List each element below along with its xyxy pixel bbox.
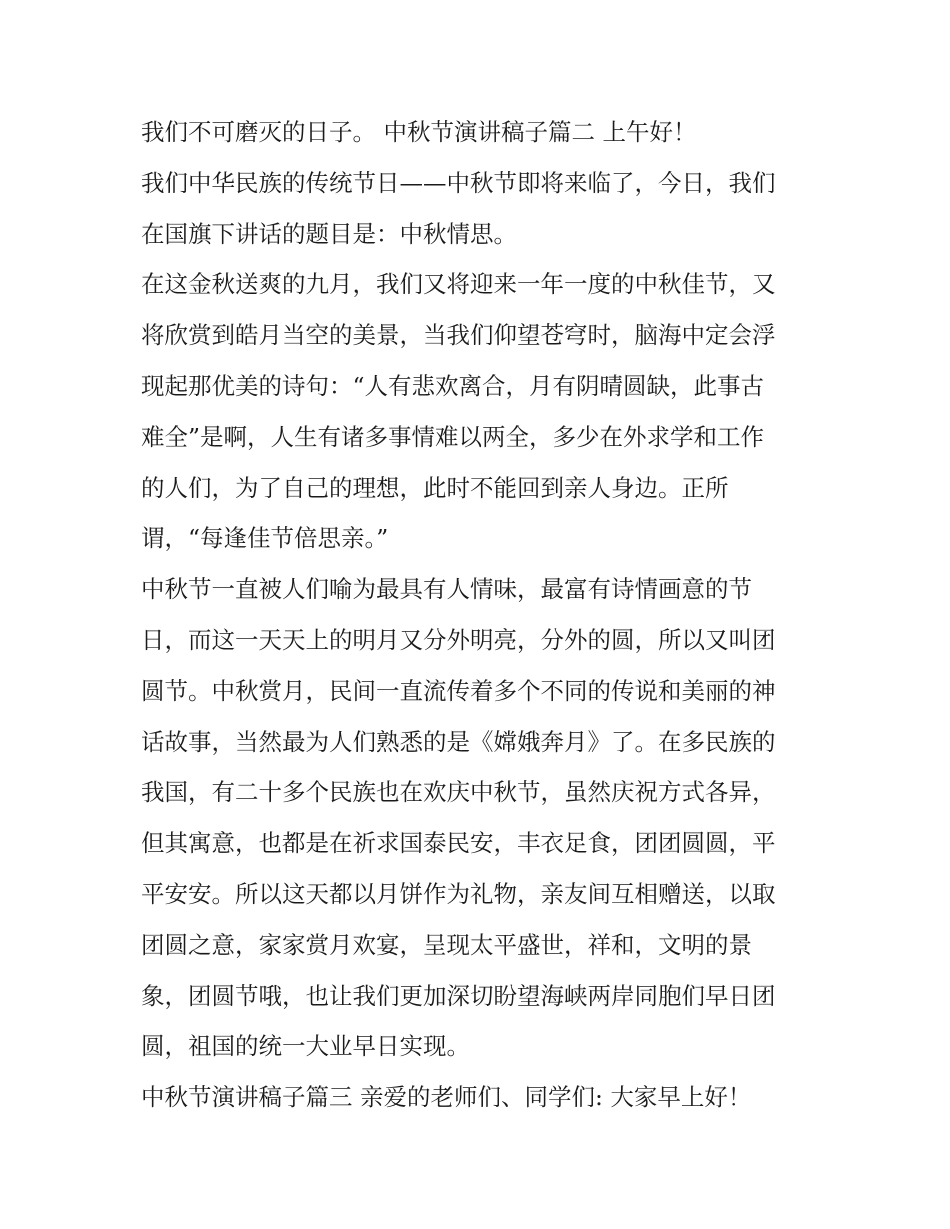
text-line: 团圆之意，家家赏月欢宴，呈现太平盛世，祥和，文明的景 [141, 930, 752, 959]
text-line: 将欣赏到皓月当空的美景，当我们仰望苍穹时，脑海中定会浮 [141, 321, 776, 350]
text-line: 平安安。所以这天都以月饼作为礼物，亲友间互相赠送，以取 [141, 879, 776, 908]
text-line: 我国，有二十多个民族也在欢庆中秋节，虽然庆祝方式各异， [141, 778, 776, 807]
text-line: 我们不可磨灭的日子。 中秋节演讲稿子篇二 上午好！ [141, 118, 697, 146]
text-line: 圆节。中秋赏月，民间一直流传着多个不同的传说和美丽的神 [141, 676, 776, 705]
document-body [141, 107, 821, 1123]
text-line: 中秋节一直被人们喻为最具有人情味，最富有诗情画意的节 [141, 575, 752, 604]
text-line: 日，而这一天天上的明月又分外明亮，分外的圆，所以又叫团 [141, 625, 776, 654]
text-line: 在国旗下讲话的题目是：中秋情思。 [141, 219, 517, 248]
text-line: 但其寓意，也都是在祈求国泰民安，丰衣足食，团团圆圆，平 [141, 829, 776, 858]
text-line: 我们中华民族的传统节日——中秋节即将来临了，今日，我们 [141, 168, 776, 197]
text-line: 谓，“每逢佳节倍思亲。” [141, 524, 389, 553]
text-line: 的人们，为了自己的理想，此时不能回到亲人身边。正所 [141, 473, 729, 502]
text-line: 象，团圆节哦，也让我们更加深切盼望海峡两岸同胞们早日团 [141, 981, 776, 1010]
text-line: 难全”是啊，人生有诸多事情难以两全，多少在外求学和工作 [141, 422, 765, 451]
text-line: 中秋节演讲稿子篇三 亲爱的老师们、同学们: 大家早上好！ [141, 1083, 752, 1112]
text-line: 话故事，当然最为人们熟悉的是《嫦娥奔月》了。在多民族的 [141, 727, 776, 756]
text-line: 圆，祖国的统一大业早日实现。 [141, 1032, 470, 1061]
text-line: 现起那优美的诗句：“人有悲欢离合，月有阴晴圆缺，此事古 [141, 371, 765, 400]
text-line: 在这金秋送爽的九月，我们又将迎来一年一度的中秋佳节，又 [141, 270, 776, 299]
